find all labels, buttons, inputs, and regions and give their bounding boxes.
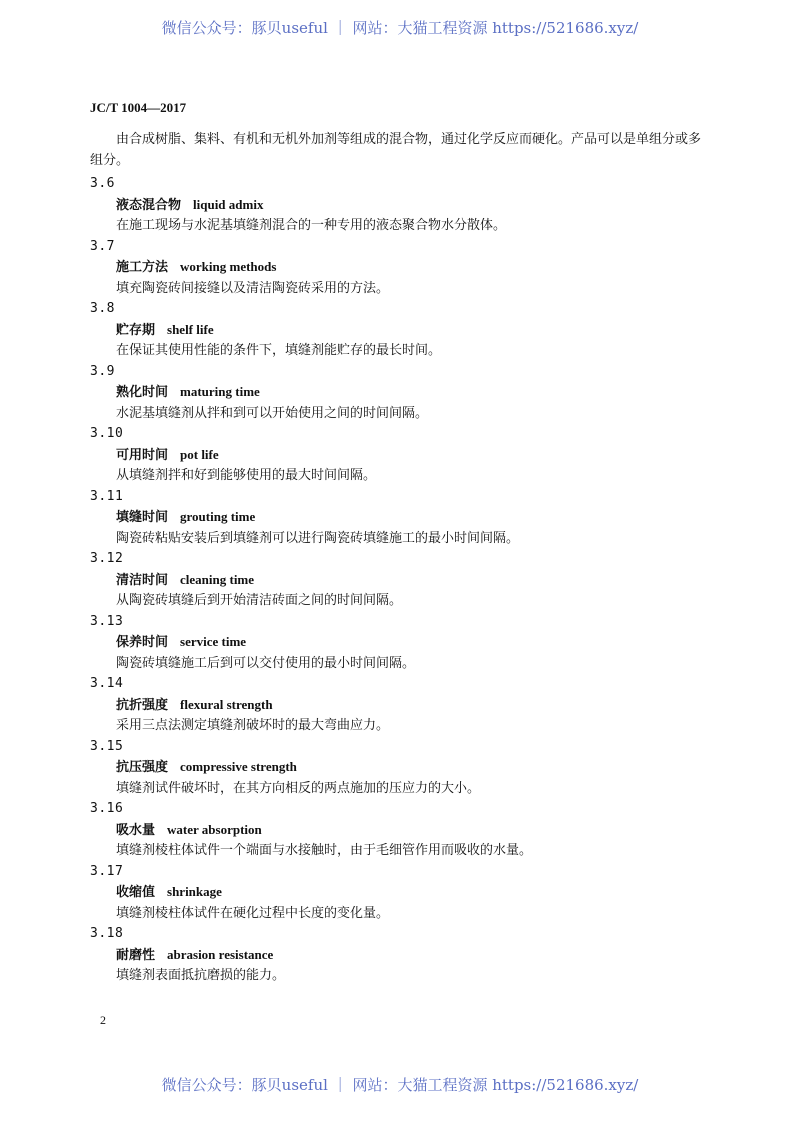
term-number: 3.15 bbox=[90, 738, 124, 754]
term-english: liquid admix bbox=[193, 196, 264, 212]
term-title bbox=[90, 257, 710, 278]
term-chinese: 收缩值 bbox=[116, 885, 156, 900]
term-number: 3.6 bbox=[90, 176, 115, 191]
term-definition: 填缝剂棱柱体试件在硬化过程中长度的变化量。 bbox=[116, 905, 390, 921]
term-chinese: 施工方法 bbox=[116, 260, 169, 275]
term-english: maturing time bbox=[180, 384, 260, 399]
term-chinese: 抗压强度 bbox=[116, 760, 169, 775]
term-definition: 填充陶瓷砖间接缝以及清洁陶瓷砖采用的方法。 bbox=[116, 280, 390, 296]
term-entry bbox=[90, 362, 710, 425]
term-english: shelf life bbox=[167, 321, 214, 337]
term-title bbox=[90, 695, 710, 716]
term-definition: 填缝剂试件破坏时，在其方向相反的两点施加的压应力的大小。 bbox=[116, 780, 481, 796]
term-chinese: 可用时间 bbox=[116, 447, 169, 463]
term-number: 3.14 bbox=[90, 676, 124, 691]
term-title bbox=[90, 945, 710, 966]
term-title bbox=[90, 757, 710, 778]
document-body bbox=[90, 129, 710, 987]
term-entry bbox=[90, 549, 710, 612]
term-chinese: 熟化时间 bbox=[116, 385, 169, 400]
term-number: 3.17 bbox=[90, 863, 124, 879]
term-title bbox=[90, 382, 710, 403]
term-definition: 填缝剂表面抵抗磨损的能力。 bbox=[116, 968, 286, 983]
term-number: 3.8 bbox=[90, 301, 115, 316]
term-english: cleaning time bbox=[180, 571, 255, 587]
term-definition: 陶瓷砖粘贴安装后到填缝剂可以进行陶瓷砖填缝施工的最小时间间隔。 bbox=[116, 530, 520, 546]
page-number: 2 bbox=[100, 1013, 106, 1027]
term-definition: 在施工现场与水泥基填缝剂混合的一种专用的液态聚合物水分散体。 bbox=[116, 218, 507, 233]
term-number: 3.18 bbox=[90, 926, 124, 941]
watermark-banner-bottom: 微信公众号：豚贝useful ｜ 网站：大猫工程资源 https://521686.xyz/ bbox=[161, 1076, 639, 1094]
term-english: abrasion resistance bbox=[167, 946, 274, 962]
term-english: water absorption bbox=[167, 821, 262, 837]
term-definition: 水泥基填缝剂从拌和到可以开始使用之间的时间间隔。 bbox=[116, 405, 429, 421]
term-english: service time bbox=[180, 634, 247, 649]
term-entry bbox=[90, 237, 710, 300]
term-title bbox=[90, 570, 710, 591]
term-entry bbox=[90, 737, 710, 800]
term-definition: 从填缝剂拌和好到能够使用的最大时间间隔。 bbox=[116, 468, 377, 483]
term-number: 3.13 bbox=[90, 613, 124, 629]
term-english: working methods bbox=[180, 259, 277, 274]
term-english: compressive strength bbox=[180, 759, 297, 774]
term-english: grouting time bbox=[180, 509, 256, 524]
term-chinese: 保养时间 bbox=[116, 635, 169, 650]
term-title bbox=[90, 632, 710, 653]
term-english: shrinkage bbox=[167, 884, 222, 899]
term-english: pot life bbox=[180, 446, 219, 462]
term-title bbox=[90, 320, 710, 341]
term-title bbox=[90, 507, 710, 528]
term-chinese: 吸水量 bbox=[116, 822, 156, 838]
term-chinese: 清洁时间 bbox=[116, 572, 169, 588]
term-chinese: 液态混合物 bbox=[116, 197, 182, 213]
term-entry bbox=[90, 174, 710, 237]
term-definition: 填缝剂棱柱体试件一个端面与水接触时，由于毛细管作用而吸收的水量。 bbox=[116, 843, 533, 858]
term-title bbox=[90, 445, 710, 466]
term-chinese: 贮存期 bbox=[116, 322, 156, 338]
term-entry bbox=[90, 862, 710, 925]
watermark-banner-top: 微信公众号：豚贝useful ｜ 网站：大猫工程资源 https://521686.xyz/ bbox=[161, 19, 639, 37]
term-entry bbox=[90, 487, 710, 550]
term-number: 3.12 bbox=[90, 551, 124, 566]
term-definition: 从陶瓷砖填缝后到开始清洁砖面之间的时间间隔。 bbox=[116, 593, 403, 608]
term-entry bbox=[90, 799, 710, 862]
term-list bbox=[90, 174, 710, 987]
term-chinese: 填缝时间 bbox=[116, 510, 169, 525]
term-number: 3.10 bbox=[90, 426, 124, 441]
term-chinese: 抗折强度 bbox=[116, 697, 169, 713]
term-number: 3.9 bbox=[90, 363, 115, 379]
term-entry bbox=[90, 424, 710, 487]
term-title bbox=[90, 195, 710, 216]
term-definition: 陶瓷砖填缝施工后到可以交付使用的最小时间间隔。 bbox=[116, 655, 416, 671]
term-definition: 采用三点法测定填缝剂破坏时的最大弯曲应力。 bbox=[116, 718, 390, 733]
term-title bbox=[90, 882, 710, 903]
term-entry bbox=[90, 674, 710, 737]
standard-code: JC/T 1004—2017 bbox=[90, 100, 187, 115]
term-english: flexural strength bbox=[180, 696, 273, 712]
term-number: 3.16 bbox=[90, 801, 124, 816]
term-entry bbox=[90, 924, 710, 987]
intro-paragraph: 由合成树脂、集料、有机和无机外加剂等组成的混合物，通过化学反应而硬化。产品可以是单组分或多组分。 bbox=[90, 132, 702, 168]
term-number: 3.11 bbox=[90, 488, 124, 504]
term-title bbox=[90, 820, 710, 841]
term-definition: 在保证其使用性能的条件下，填缝剂能贮存的最长时间。 bbox=[116, 343, 442, 358]
term-chinese: 耐磨性 bbox=[116, 947, 156, 963]
term-entry bbox=[90, 612, 710, 675]
term-entry bbox=[90, 299, 710, 362]
term-number: 3.7 bbox=[90, 238, 115, 254]
